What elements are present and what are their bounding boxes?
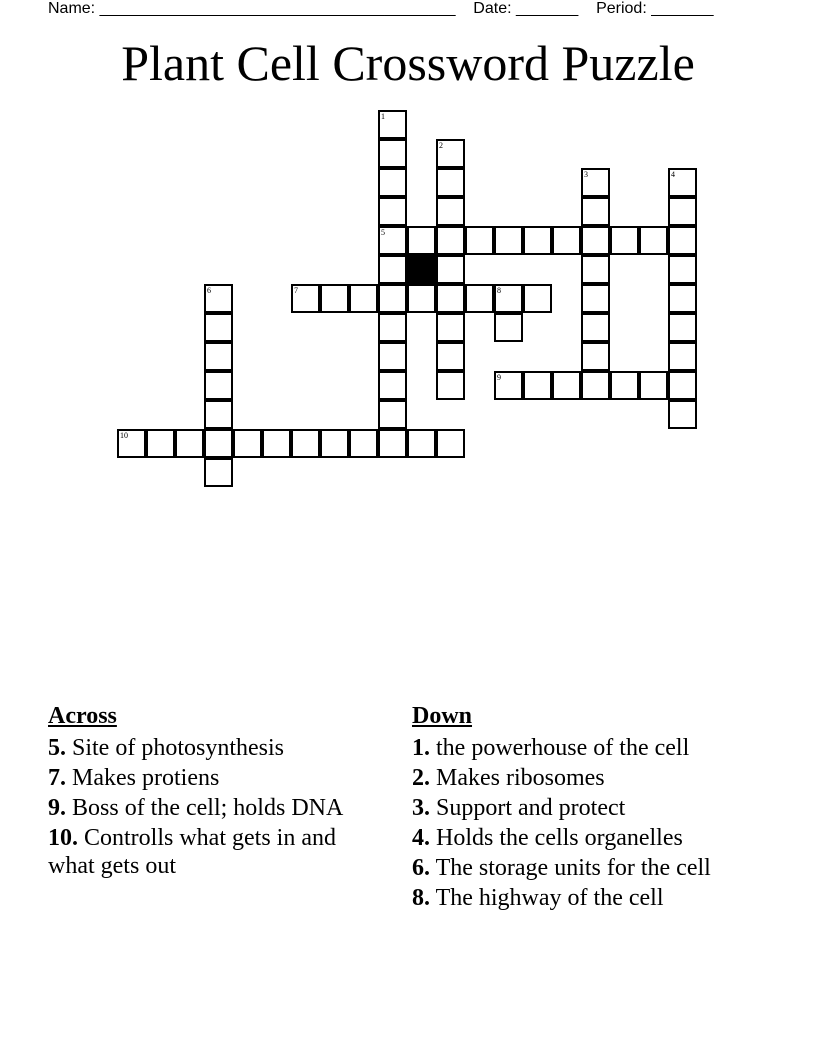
grid-cell[interactable]: [204, 284, 233, 313]
clue-number-label: 7: [294, 286, 298, 295]
grid-cell[interactable]: [668, 168, 697, 197]
grid-cell[interactable]: [581, 313, 610, 342]
period-field[interactable]: _______: [651, 0, 714, 17]
grid-cell[interactable]: [494, 371, 523, 400]
grid-cell[interactable]: [436, 168, 465, 197]
date-label: Date:: [473, 0, 512, 17]
grid-cell[interactable]: [378, 400, 407, 429]
grid-cell[interactable]: [436, 139, 465, 168]
grid-cell[interactable]: [552, 226, 581, 255]
clue-across-5: [48, 734, 388, 762]
clue-number-label: 4: [671, 170, 675, 179]
across-clues: [48, 702, 388, 882]
clue-number-label: 6: [207, 286, 211, 295]
grid-cell[interactable]: [668, 400, 697, 429]
clue-text: Makes protiens: [72, 765, 220, 791]
clue-number-label: 10: [120, 431, 128, 440]
clue-down-4: [412, 824, 752, 852]
grid-cell[interactable]: [581, 226, 610, 255]
grid-cell[interactable]: [436, 197, 465, 226]
grid-cell[interactable]: [436, 371, 465, 400]
grid-cell[interactable]: [407, 284, 436, 313]
clue-number-label: 1: [381, 112, 385, 121]
grid-cell[interactable]: [204, 371, 233, 400]
clue-number-label: 3: [584, 170, 588, 179]
grid-cell[interactable]: [581, 255, 610, 284]
clue-number: 6.: [412, 855, 430, 881]
clue-number: 1.: [412, 735, 430, 761]
grid-cell[interactable]: [291, 429, 320, 458]
grid-cell[interactable]: [436, 284, 465, 313]
grid-cell[interactable]: [610, 371, 639, 400]
grid-cell[interactable]: [204, 458, 233, 487]
grid-cell[interactable]: [349, 429, 378, 458]
grid-cell[interactable]: [523, 371, 552, 400]
clue-text: Support and protect: [436, 795, 626, 821]
clue-text: Holds the cells organelles: [436, 825, 683, 851]
grid-cell[interactable]: [523, 226, 552, 255]
grid-cell[interactable]: [436, 313, 465, 342]
name-label: Name:: [48, 0, 96, 17]
clue-number: 3.: [412, 795, 430, 821]
grid-cell[interactable]: [494, 226, 523, 255]
grid-cell[interactable]: [639, 371, 668, 400]
clue-down-3: [412, 794, 752, 822]
grid-cell[interactable]: [407, 429, 436, 458]
grid-cell[interactable]: [436, 255, 465, 284]
grid-cell[interactable]: [668, 313, 697, 342]
grid-cell[interactable]: [668, 226, 697, 255]
grid-cell[interactable]: [204, 342, 233, 371]
grid-cell[interactable]: [581, 168, 610, 197]
grid-cell[interactable]: [610, 226, 639, 255]
grid-cell[interactable]: [378, 371, 407, 400]
clue-number: 8.: [412, 885, 430, 911]
grid-cell[interactable]: [378, 110, 407, 139]
period-label: Period:: [596, 0, 647, 17]
across-heading: Across: [48, 703, 117, 729]
grid-cell[interactable]: [436, 342, 465, 371]
clue-down-8: [412, 884, 752, 912]
clue-number: 4.: [412, 825, 430, 851]
clue-number-label: 9: [497, 373, 501, 382]
grid-cell[interactable]: [668, 255, 697, 284]
clue-text: the powerhouse of the cell: [436, 735, 690, 761]
grid-cell[interactable]: [668, 342, 697, 371]
page-title: Plant Cell Crossword Puzzle: [121, 35, 695, 91]
grid-cell[interactable]: [378, 197, 407, 226]
grid-cell[interactable]: [436, 429, 465, 458]
date-field[interactable]: _______: [516, 0, 579, 17]
grid-cell[interactable]: [668, 284, 697, 313]
clue-text: The highway of the cell: [435, 885, 664, 911]
grid-cell[interactable]: [378, 284, 407, 313]
clue-number: 5.: [48, 735, 66, 761]
clue-number: 10.: [48, 825, 78, 851]
grid-cell[interactable]: [117, 429, 146, 458]
grid-cell[interactable]: [204, 400, 233, 429]
grid-cell[interactable]: [349, 284, 378, 313]
grid-cell[interactable]: [378, 226, 407, 255]
clue-number-label: 5: [381, 228, 385, 237]
grid-cell[interactable]: [378, 139, 407, 168]
name-field[interactable]: ________________________________________: [99, 0, 456, 17]
student-info-header: [48, 0, 768, 18]
grid-cell[interactable]: [581, 342, 610, 371]
clue-number: 2.: [412, 765, 430, 791]
grid-cell[interactable]: [639, 226, 668, 255]
clue-text: Site of photosynthesis: [72, 735, 285, 761]
grid-cell[interactable]: [465, 226, 494, 255]
grid-cell[interactable]: [291, 284, 320, 313]
grid-cell[interactable]: [523, 284, 552, 313]
grid-cell[interactable]: [494, 284, 523, 313]
clue-number-label: 2: [439, 141, 443, 150]
clue-text: Boss of the cell; holds DNA: [72, 795, 344, 821]
down-clues: [412, 702, 752, 914]
grid-cell[interactable]: [262, 429, 291, 458]
clue-across-10: [48, 824, 388, 880]
grid-cell[interactable]: [436, 226, 465, 255]
grid-cell[interactable]: [581, 371, 610, 400]
clue-across-7: [48, 764, 388, 792]
grid-cell[interactable]: [320, 429, 349, 458]
clue-across-9: [48, 794, 388, 822]
grid-cell[interactable]: [378, 168, 407, 197]
clue-down-1: [412, 734, 752, 762]
grid-cell[interactable]: [407, 226, 436, 255]
clue-down-6: [412, 854, 752, 882]
grid-cell[interactable]: [668, 371, 697, 400]
black-cell: [407, 255, 436, 284]
grid-cell[interactable]: [668, 197, 697, 226]
grid-cell[interactable]: [320, 284, 349, 313]
clue-number: 7.: [48, 765, 66, 791]
clue-text: The storage units for the cell: [435, 855, 711, 881]
grid-cell[interactable]: [233, 429, 262, 458]
clue-number: 9.: [48, 795, 66, 821]
clue-number-label: 8: [497, 286, 501, 295]
clue-text: Makes ribosomes: [436, 765, 605, 791]
grid-cell[interactable]: [146, 429, 175, 458]
clue-down-2: [412, 764, 752, 792]
grid-cell[interactable]: [494, 313, 523, 342]
grid-cell[interactable]: [552, 371, 581, 400]
down-heading: Down: [412, 703, 473, 729]
grid-cell[interactable]: [204, 313, 233, 342]
grid-cell[interactable]: [581, 197, 610, 226]
grid-cell[interactable]: [581, 284, 610, 313]
grid-cell[interactable]: [378, 255, 407, 284]
grid-cell[interactable]: [175, 429, 204, 458]
grid-cell[interactable]: [378, 429, 407, 458]
grid-cell[interactable]: [204, 429, 233, 458]
grid-cell[interactable]: [465, 284, 494, 313]
clue-text: Controlls what gets in and what gets out: [48, 825, 336, 879]
grid-cell[interactable]: [378, 313, 407, 342]
grid-cell[interactable]: [378, 342, 407, 371]
